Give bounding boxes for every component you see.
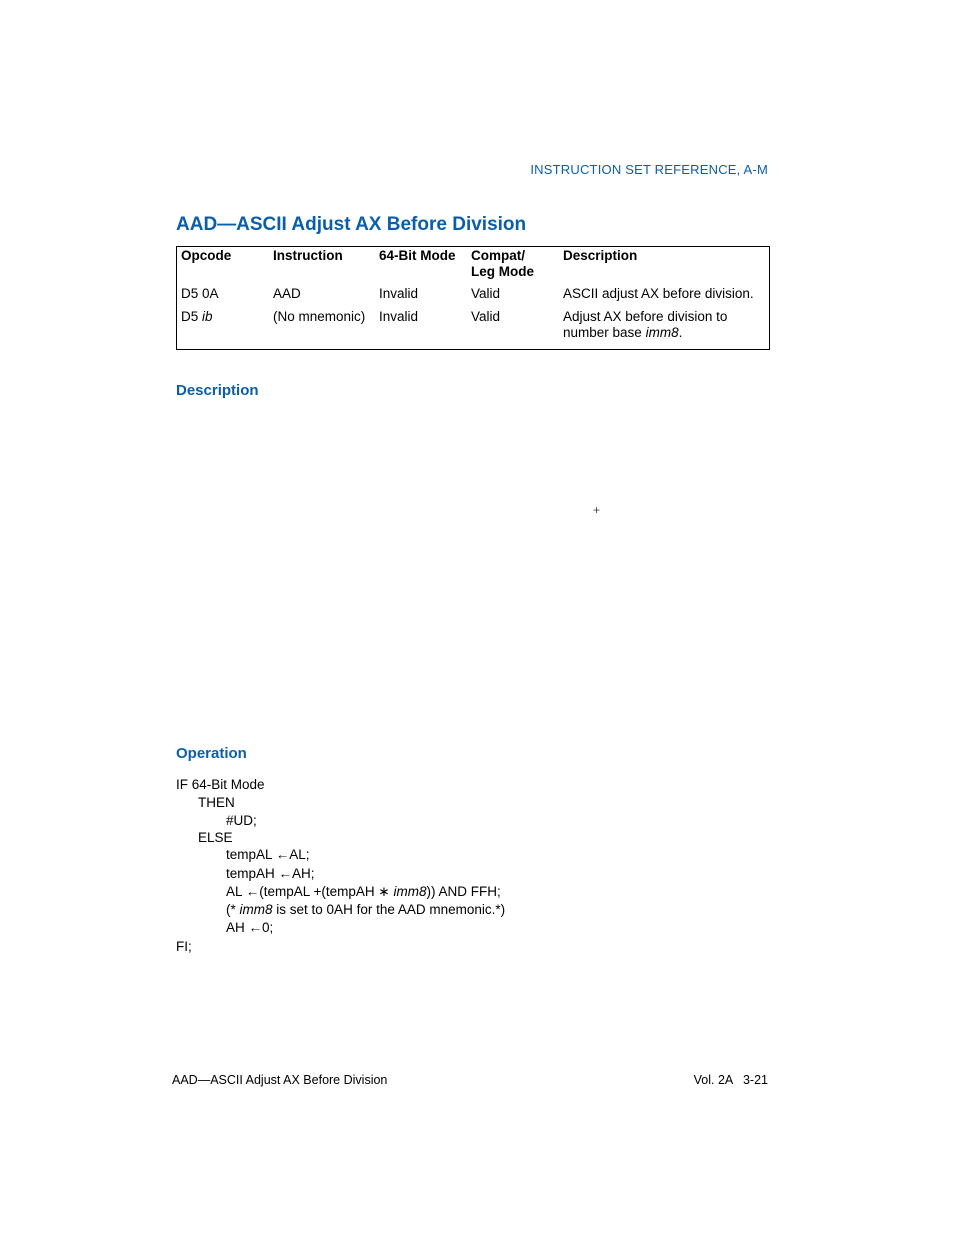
code-line: THEN [198, 795, 235, 810]
code-line: tempAH ←AH; [226, 866, 315, 881]
code-line: IF 64-Bit Mode [176, 777, 265, 792]
header-description: Description [563, 248, 638, 263]
code-line: AH ←0; [226, 920, 274, 935]
header-compat: Compat/ [471, 248, 525, 263]
code-comment-start: (* [226, 902, 236, 917]
code-al-start: AL ←(tempAL +(tempAH ∗ [226, 884, 390, 899]
code-line [226, 902, 505, 918]
code-imm8: imm8 [393, 884, 427, 899]
code-line: FI; [176, 939, 192, 954]
row1-mode64: Invalid [379, 286, 419, 301]
row2-compat: Valid [471, 309, 501, 324]
header-instruction: Instruction [273, 248, 343, 263]
description-heading: Description [176, 382, 259, 399]
row2-opcode [181, 309, 213, 325]
row2-description-main: Adjust AX before division to number base [563, 309, 728, 340]
footer-page-number: Vol. 2A 3-21 [693, 1073, 768, 1087]
running-header: INSTRUCTION SET REFERENCE, A-M [530, 162, 768, 177]
code-comment-imm8: imm8 [239, 902, 273, 917]
operation-heading: Operation [176, 745, 247, 762]
row2-instruction: (No mnemonic) [273, 309, 366, 324]
footer-title: AAD—ASCII Adjust AX Before Division [172, 1073, 388, 1087]
header-compat-leg-mode [471, 248, 534, 280]
plus-mark: + [593, 503, 601, 517]
row1-instruction: AAD [273, 286, 301, 301]
code-line: tempAL ←AL; [226, 847, 310, 862]
header-64bit-mode: 64-Bit Mode [379, 248, 456, 263]
code-line [226, 884, 501, 900]
header-opcode: Opcode [181, 248, 232, 263]
row2-opcode-ib: ib [202, 309, 213, 324]
row2-description-imm8: imm8 [645, 325, 679, 340]
code-comment-end: is set to 0AH for the AAD mnemonic.*) [276, 902, 506, 917]
page-title: AAD—ASCII Adjust AX Before Division [176, 214, 527, 235]
code-line: ELSE [198, 830, 233, 845]
row2-opcode-main: D5 [181, 309, 199, 324]
code-line: #UD; [226, 813, 257, 828]
row2-mode64: Invalid [379, 309, 419, 324]
code-al-end: )) AND FFH; [426, 884, 501, 899]
row2-description [563, 309, 763, 341]
opcode-table [176, 246, 770, 350]
row1-compat: Valid [471, 286, 501, 301]
row1-opcode: D5 0A [181, 286, 219, 301]
row2-description-end: . [678, 325, 683, 340]
header-leg-mode: Leg Mode [471, 264, 534, 279]
row1-description: ASCII adjust AX before division. [563, 286, 754, 301]
